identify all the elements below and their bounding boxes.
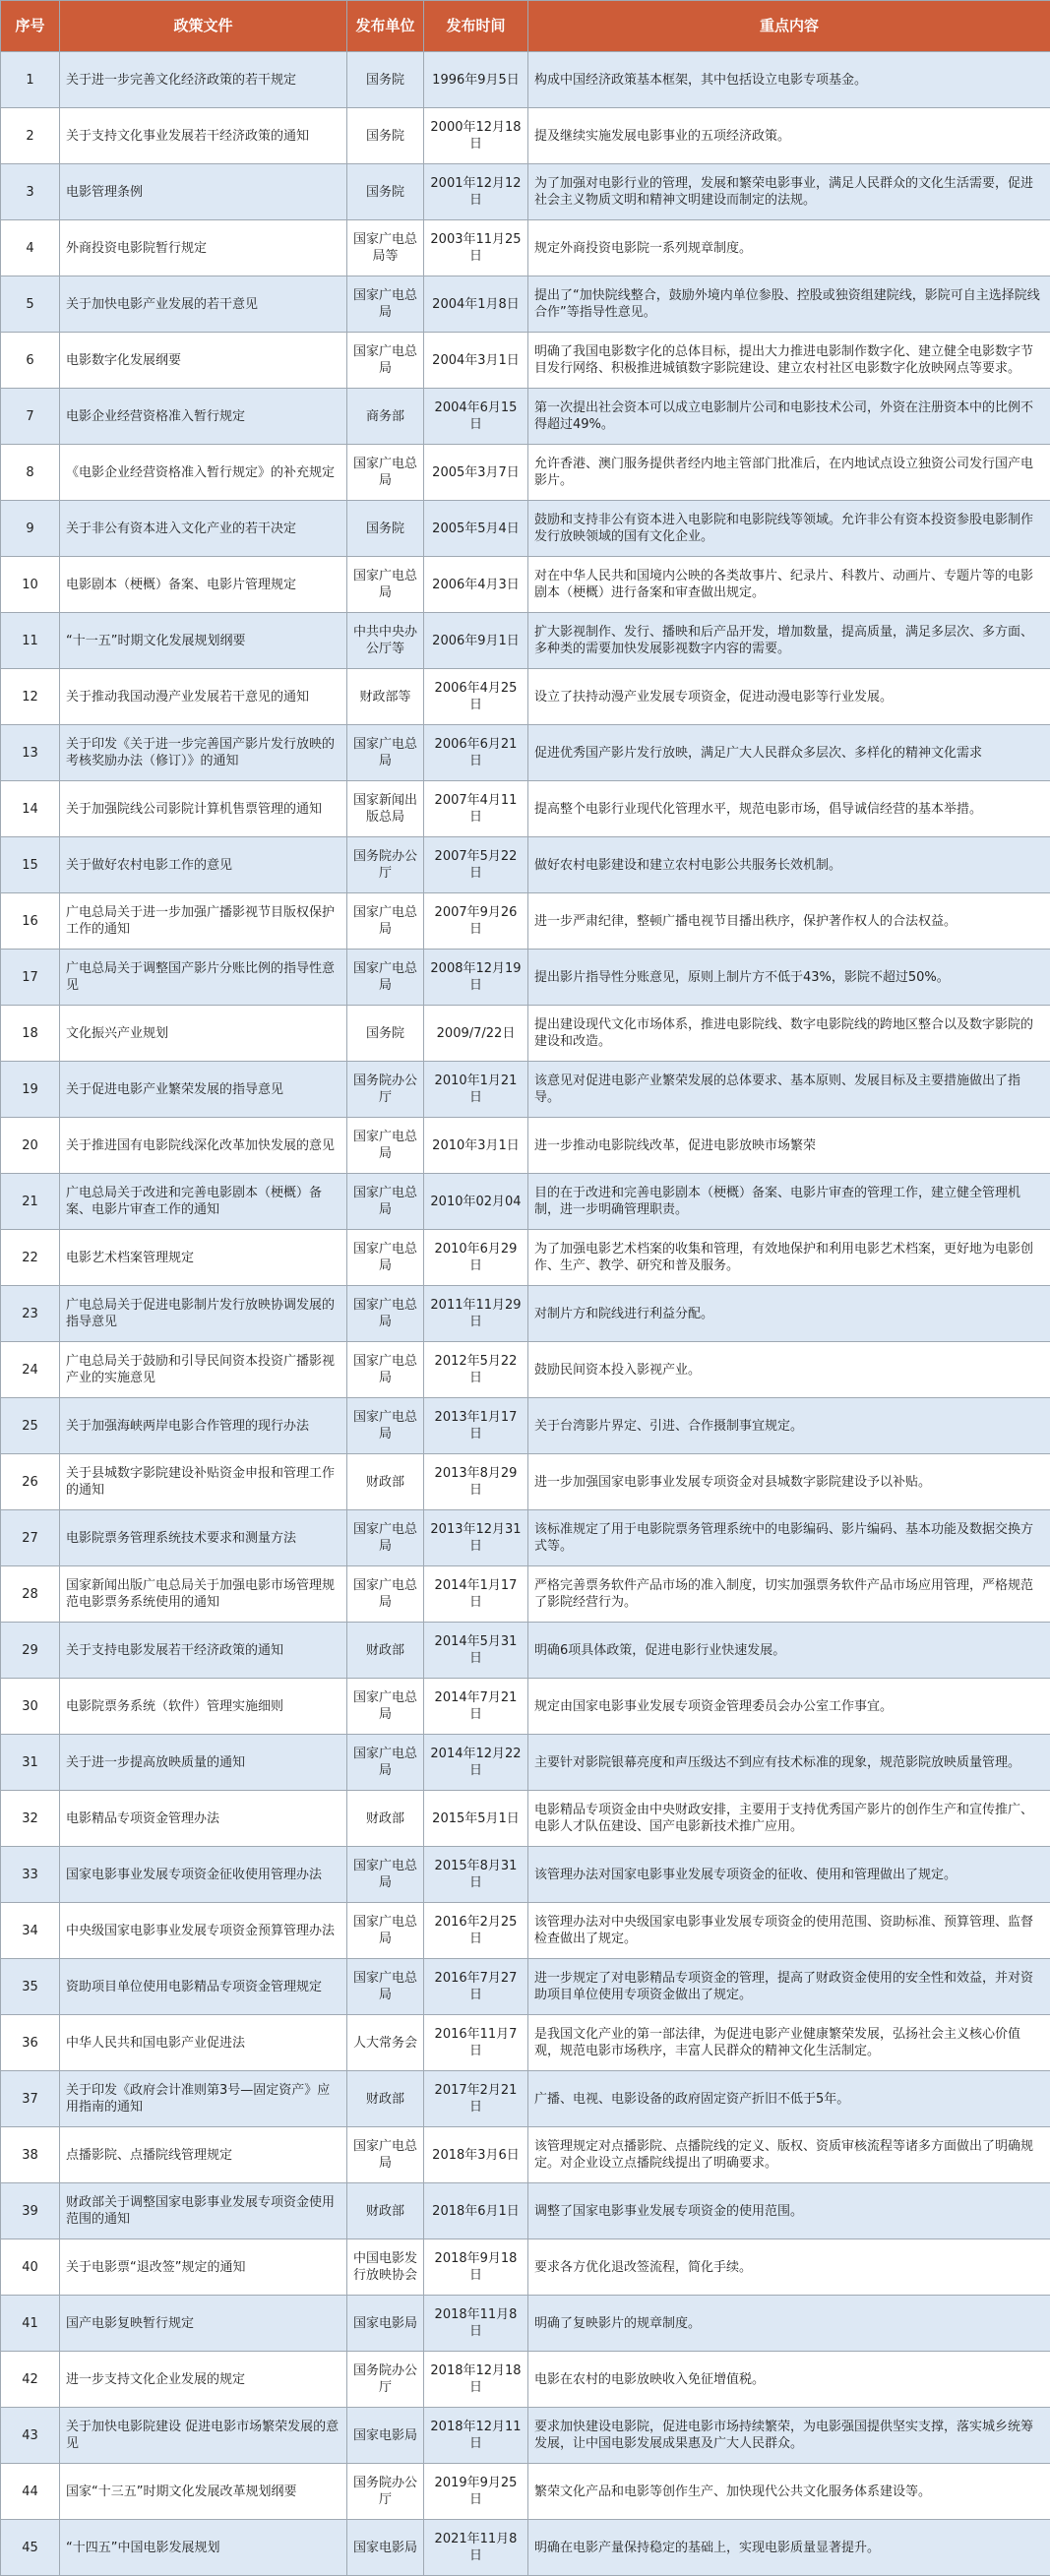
serial-number-cell: 23: [1, 1286, 60, 1342]
table-row: [1, 950, 1050, 1006]
policy-document-cell: 点播影院、点播院线管理规定: [60, 2127, 347, 2183]
release-date-cell: 2016年7月27日: [424, 1959, 528, 2015]
serial-number-cell: 7: [1, 389, 60, 445]
release-date-cell: 2014年5月31日: [424, 1623, 528, 1679]
issuing-unit-cell: 财政部: [347, 1791, 424, 1847]
table-row: [1, 1118, 1050, 1174]
issuing-unit-cell: 中共中央办公厅等: [347, 613, 424, 669]
issuing-unit-cell: 国务院办公厅: [347, 1062, 424, 1118]
issuing-unit-cell: 国务院办公厅: [347, 837, 424, 893]
key-content-cell: 设立了扶持动漫产业发展专项资金，促进动漫电影等行业发展。: [528, 669, 1050, 725]
issuing-unit-cell: 财政部: [347, 2183, 424, 2239]
issuing-unit-cell: 国家广电总局: [347, 1174, 424, 1230]
serial-number-cell: 19: [1, 1062, 60, 1118]
key-content-cell: 电影在农村的电影放映收入免征增值税。: [528, 2352, 1050, 2408]
issuing-unit-cell: 国家广电总局: [347, 893, 424, 950]
policy-document-cell: “十四五”中国电影发展规划: [60, 2520, 347, 2576]
release-date-cell: 2010年1月21日: [424, 1062, 528, 1118]
table-row: [1, 2408, 1050, 2464]
release-date-cell: 2006年9月1日: [424, 613, 528, 669]
key-content-cell: 提高整个电影行业现代化管理水平，规范电影市场，倡导诚信经营的基本举措。: [528, 781, 1050, 837]
release-date-cell: 2003年11月25日: [424, 220, 528, 276]
key-content-cell: 该管理办法对中央级国家电影事业发展专项资金的使用范围、资助标准、预算管理、监督检查做出了规定。: [528, 1903, 1050, 1959]
key-content-cell: 规定由国家电影事业发展专项资金管理委员会办公室工作事宜。: [528, 1679, 1050, 1735]
issuing-unit-cell: 国家广电总局: [347, 950, 424, 1006]
table-row: [1, 2071, 1050, 2127]
issuing-unit-cell: 国务院办公厅: [347, 2464, 424, 2520]
policy-document-cell: 进一步支持文化企业发展的规定: [60, 2352, 347, 2408]
release-date-cell: 2007年9月26日: [424, 893, 528, 950]
serial-number-cell: 39: [1, 2183, 60, 2239]
policy-document-cell: 关于做好农村电影工作的意见: [60, 837, 347, 893]
issuing-unit-cell: 国家广电总局: [347, 1510, 424, 1566]
release-date-cell: 2018年9月18日: [424, 2239, 528, 2296]
release-date-cell: 2019年9月25日: [424, 2464, 528, 2520]
issuing-unit-cell: 国务院: [347, 108, 424, 164]
policy-document-cell: 电影管理条例: [60, 164, 347, 220]
policy-document-cell: 《电影企业经营资格准入暂行规定》的补充规定: [60, 445, 347, 501]
header-release-date: 发布时间: [424, 1, 528, 52]
issuing-unit-cell: 国务院: [347, 1006, 424, 1062]
issuing-unit-cell: 人大常务会: [347, 2015, 424, 2071]
table-row: [1, 1903, 1050, 1959]
policy-document-cell: 关于加快电影产业发展的若干意见: [60, 276, 347, 333]
serial-number-cell: 24: [1, 1342, 60, 1398]
key-content-cell: 为了加强对电影行业的管理，发展和繁荣电影事业，满足人民群众的文化生活需要，促进社会主义物质文明和精神文明建设而制定的法规。: [528, 164, 1050, 220]
policy-document-cell: 中央级国家电影事业发展专项资金预算管理办法: [60, 1903, 347, 1959]
issuing-unit-cell: 国家广电总局: [347, 725, 424, 781]
issuing-unit-cell: 国务院: [347, 501, 424, 557]
issuing-unit-cell: 国家广电总局: [347, 1230, 424, 1286]
policy-document-cell: 国产电影复映暂行规定: [60, 2296, 347, 2352]
issuing-unit-cell: 国家广电总局: [347, 557, 424, 613]
key-content-cell: 电影精品专项资金由中央财政安排，主要用于支持优秀国产影片的创作生产和宣传推广、电影人才队伍建设、国产电影新技术推广应用。: [528, 1791, 1050, 1847]
table-row: [1, 1006, 1050, 1062]
header-serial-number: 序号: [1, 1, 60, 52]
serial-number-cell: 1: [1, 52, 60, 108]
policy-document-cell: 关于加快电影院建设 促进电影市场繁荣发展的意见: [60, 2408, 347, 2464]
table-row: [1, 1454, 1050, 1510]
key-content-cell: 做好农村电影建设和建立农村电影公共服务长效机制。: [528, 837, 1050, 893]
issuing-unit-cell: 国家广电总局等: [347, 220, 424, 276]
release-date-cell: 2005年5月4日: [424, 501, 528, 557]
serial-number-cell: 20: [1, 1118, 60, 1174]
issuing-unit-cell: 国家广电总局: [347, 1286, 424, 1342]
release-date-cell: 2015年8月31日: [424, 1847, 528, 1903]
key-content-cell: 第一次提出社会资本可以成立电影制片公司和电影技术公司，外资在注册资本中的比例不得超过49%。: [528, 389, 1050, 445]
key-content-cell: 提出影片指导性分账意见，原则上制片方不低于43%，影院不超过50%。: [528, 950, 1050, 1006]
key-content-cell: 该标准规定了用于电影院票务管理系统中的电影编码、影片编码、基本功能及数据交换方式等。: [528, 1510, 1050, 1566]
release-date-cell: 2006年4月25日: [424, 669, 528, 725]
serial-number-cell: 36: [1, 2015, 60, 2071]
policy-document-cell: 关于印发《政府会计准则第3号—固定资产》应用指南的通知: [60, 2071, 347, 2127]
issuing-unit-cell: 财政部: [347, 2071, 424, 2127]
release-date-cell: 2014年7月21日: [424, 1679, 528, 1735]
table-row: [1, 557, 1050, 613]
issuing-unit-cell: 财政部: [347, 1623, 424, 1679]
release-date-cell: 2013年1月17日: [424, 1398, 528, 1454]
serial-number-cell: 9: [1, 501, 60, 557]
key-content-cell: 扩大影视制作、发行、播映和后产品开发，增加数量，提高质量，满足多层次、多方面、多种类的需要加快发展影视数字内容的需要。: [528, 613, 1050, 669]
policy-document-cell: 关于促进电影产业繁荣发展的指导意见: [60, 1062, 347, 1118]
release-date-cell: 2004年1月8日: [424, 276, 528, 333]
table-body: [1, 52, 1050, 2576]
serial-number-cell: 35: [1, 1959, 60, 2015]
serial-number-cell: 16: [1, 893, 60, 950]
release-date-cell: 2008年12月19日: [424, 950, 528, 1006]
issuing-unit-cell: 国务院办公厅: [347, 2352, 424, 2408]
key-content-cell: 是我国文化产业的第一部法律，为促进电影产业健康繁荣发展，弘扬社会主义核心价值观，规范电影市场秩序，丰富人民群众的精神文化生活制定。: [528, 2015, 1050, 2071]
table-row: [1, 1062, 1050, 1118]
policy-document-cell: 关于县城数字影院建设补贴资金申报和管理工作的通知: [60, 1454, 347, 1510]
policy-document-cell: 电影院票务管理系统技术要求和测量方法: [60, 1510, 347, 1566]
serial-number-cell: 8: [1, 445, 60, 501]
serial-number-cell: 14: [1, 781, 60, 837]
release-date-cell: 2016年11月7日: [424, 2015, 528, 2071]
release-date-cell: 2004年6月15日: [424, 389, 528, 445]
serial-number-cell: 33: [1, 1847, 60, 1903]
policy-document-cell: 广电总局关于改进和完善电影剧本（梗概）备案、电影片审查工作的通知: [60, 1174, 347, 1230]
release-date-cell: 2018年11月8日: [424, 2296, 528, 2352]
table-header-row: [1, 1, 1050, 52]
policy-document-cell: 关于非公有资本进入文化产业的若干决定: [60, 501, 347, 557]
key-content-cell: 进一步规定了对电影精品专项资金的管理，提高了财政资金使用的安全性和效益，并对资助项目单位使用专项资金做出了规定。: [528, 1959, 1050, 2015]
policy-document-cell: 广电总局关于促进电影制片发行放映协调发展的指导意见: [60, 1286, 347, 1342]
serial-number-cell: 21: [1, 1174, 60, 1230]
issuing-unit-cell: 国家广电总局: [347, 1847, 424, 1903]
serial-number-cell: 3: [1, 164, 60, 220]
key-content-cell: 明确了我国电影数字化的总体目标，提出大力推进电影制作数字化、建立健全电影数字节目发行网络、积极推进城镇数字影院建设、建立农村社区电影数字化放映网点等要求。: [528, 333, 1050, 389]
table-row: [1, 1959, 1050, 2015]
table-row: [1, 333, 1050, 389]
release-date-cell: 2009/7/22日: [424, 1006, 528, 1062]
key-content-cell: 进一步严肃纪律，整顿广播电视节目播出秩序，保护著作权人的合法权益。: [528, 893, 1050, 950]
table-row: [1, 1510, 1050, 1566]
policy-document-cell: 关于进一步提高放映质量的通知: [60, 1735, 347, 1791]
policy-document-cell: 关于推动我国动漫产业发展若干意见的通知: [60, 669, 347, 725]
header-policy-document: 政策文件: [60, 1, 347, 52]
serial-number-cell: 18: [1, 1006, 60, 1062]
key-content-cell: 进一步加强国家电影事业发展专项资金对县城数字影院建设予以补贴。: [528, 1454, 1050, 1510]
issuing-unit-cell: 财政部等: [347, 669, 424, 725]
table-row: [1, 669, 1050, 725]
table-row: [1, 1174, 1050, 1230]
issuing-unit-cell: 国家广电总局: [347, 1959, 424, 2015]
issuing-unit-cell: 国家电影局: [347, 2408, 424, 2464]
serial-number-cell: 45: [1, 2520, 60, 2576]
issuing-unit-cell: 财政部: [347, 1454, 424, 1510]
policy-document-cell: 国家新闻出版广电总局关于加强电影市场管理规范电影票务系统使用的通知: [60, 1566, 347, 1623]
key-content-cell: 要求各方优化退改签流程，简化手续。: [528, 2239, 1050, 2296]
policy-document-cell: 关于推进国有电影院线深化改革加快发展的意见: [60, 1118, 347, 1174]
serial-number-cell: 38: [1, 2127, 60, 2183]
serial-number-cell: 4: [1, 220, 60, 276]
policy-document-cell: 文化振兴产业规划: [60, 1006, 347, 1062]
release-date-cell: 2014年12月22日: [424, 1735, 528, 1791]
policy-document-cell: 广电总局关于鼓励和引导民间资本投资广播影视产业的实施意见: [60, 1342, 347, 1398]
table-row: [1, 725, 1050, 781]
serial-number-cell: 40: [1, 2239, 60, 2296]
serial-number-cell: 30: [1, 1679, 60, 1735]
serial-number-cell: 31: [1, 1735, 60, 1791]
table-row: [1, 1398, 1050, 1454]
table-row: [1, 2127, 1050, 2183]
release-date-cell: 2013年8月29日: [424, 1454, 528, 1510]
issuing-unit-cell: 国家广电总局: [347, 1903, 424, 1959]
serial-number-cell: 6: [1, 333, 60, 389]
release-date-cell: 2017年2月21日: [424, 2071, 528, 2127]
serial-number-cell: 22: [1, 1230, 60, 1286]
release-date-cell: 2018年12月11日: [424, 2408, 528, 2464]
key-content-cell: 主要针对影院银幕亮度和声压级达不到应有技术标准的现象，规范影院放映质量管理。: [528, 1735, 1050, 1791]
serial-number-cell: 11: [1, 613, 60, 669]
serial-number-cell: 27: [1, 1510, 60, 1566]
key-content-cell: 鼓励和支持非公有资本进入电影院和电影院线等领域。允许非公有资本投资参股电影制作发行放映领域的国有文化企业。: [528, 501, 1050, 557]
issuing-unit-cell: 国务院: [347, 164, 424, 220]
key-content-cell: 允许香港、澳门服务提供者经内地主管部门批准后，在内地试点设立独资公司发行国产电影片。: [528, 445, 1050, 501]
table-row: [1, 2015, 1050, 2071]
release-date-cell: 2014年1月17日: [424, 1566, 528, 1623]
header-issuing-unit: 发布单位: [347, 1, 424, 52]
release-date-cell: 2005年3月7日: [424, 445, 528, 501]
serial-number-cell: 32: [1, 1791, 60, 1847]
serial-number-cell: 15: [1, 837, 60, 893]
issuing-unit-cell: 国家广电总局: [347, 276, 424, 333]
key-content-cell: 提及继续实施发展电影事业的五项经济政策。: [528, 108, 1050, 164]
key-content-cell: 繁荣文化产品和电影等创作生产、加快现代公共文化服务体系建设等。: [528, 2464, 1050, 2520]
serial-number-cell: 10: [1, 557, 60, 613]
key-content-cell: 该意见对促进电影产业繁荣发展的总体要求、基本原则、发展目标及主要措施做出了指导。: [528, 1062, 1050, 1118]
key-content-cell: 严格完善票务软件产品市场的准入制度，切实加强票务软件产品市场应用管理，严格规范了影院经营行为。: [528, 1566, 1050, 1623]
policy-document-cell: 电影艺术档案管理规定: [60, 1230, 347, 1286]
table-row: [1, 2520, 1050, 2576]
release-date-cell: 2010年3月1日: [424, 1118, 528, 1174]
policy-document-cell: 中华人民共和国电影产业促进法: [60, 2015, 347, 2071]
release-date-cell: 2010年6月29日: [424, 1230, 528, 1286]
release-date-cell: 2000年12月18日: [424, 108, 528, 164]
release-date-cell: 2006年6月21日: [424, 725, 528, 781]
table-row: [1, 837, 1050, 893]
policy-document-cell: 关于进一步完善文化经济政策的若干规定: [60, 52, 347, 108]
serial-number-cell: 26: [1, 1454, 60, 1510]
serial-number-cell: 2: [1, 108, 60, 164]
release-date-cell: 2015年5月1日: [424, 1791, 528, 1847]
release-date-cell: 2018年3月6日: [424, 2127, 528, 2183]
issuing-unit-cell: 国务院: [347, 52, 424, 108]
table-row: [1, 52, 1050, 108]
policy-document-cell: “十一五”时期文化发展规划纲要: [60, 613, 347, 669]
key-content-cell: 明确在电影产量保持稳定的基础上，实现电影质量显著提升。: [528, 2520, 1050, 2576]
issuing-unit-cell: 国家广电总局: [347, 1566, 424, 1623]
table-row: [1, 2239, 1050, 2296]
key-content-cell: 该管理规定对点播影院、点播院线的定义、版权、资质审核流程等诸多方面做出了明确规定。对企业设立点播院线提出了明确要求。: [528, 2127, 1050, 2183]
table-row: [1, 1791, 1050, 1847]
policy-document-cell: 关于支持电影发展若干经济政策的通知: [60, 1623, 347, 1679]
key-content-cell: 规定外商投资电影院一系列规章制度。: [528, 220, 1050, 276]
issuing-unit-cell: 国家电影局: [347, 2520, 424, 2576]
key-content-cell: 目的在于改进和完善电影剧本（梗概）备案、电影片审查的管理工作，建立健全管理机制，进一步明确管理职责。: [528, 1174, 1050, 1230]
key-content-cell: 明确了复映影片的规章制度。: [528, 2296, 1050, 2352]
key-content-cell: 促进优秀国产影片发行放映，满足广大人民群众多层次、多样化的精神文化需求: [528, 725, 1050, 781]
release-date-cell: 2018年6月1日: [424, 2183, 528, 2239]
policy-document-cell: 外商投资电影院暂行规定: [60, 220, 347, 276]
table-row: [1, 613, 1050, 669]
policy-document-cell: 国家电影事业发展专项资金征收使用管理办法: [60, 1847, 347, 1903]
policy-document-cell: 关于印发《关于进一步完善国产影片发行放映的考核奖励办法（修订）》的通知: [60, 725, 347, 781]
key-content-cell: 为了加强电影艺术档案的收集和管理，有效地保护和利用电影艺术档案，更好地为电影创作、生产、教学、研究和普及服务。: [528, 1230, 1050, 1286]
policy-document-cell: 关于支持文化事业发展若干经济政策的通知: [60, 108, 347, 164]
release-date-cell: 2021年11月8日: [424, 2520, 528, 2576]
table-row: [1, 220, 1050, 276]
release-date-cell: 1996年9月5日: [424, 52, 528, 108]
issuing-unit-cell: 中国电影发行放映协会: [347, 2239, 424, 2296]
key-content-cell: 提出建设现代文化市场体系，推进电影院线、数字电影院线的跨地区整合以及数字影院的建设和改造。: [528, 1006, 1050, 1062]
key-content-cell: 关于台湾影片界定、引进、合作摄制事宜规定。: [528, 1398, 1050, 1454]
key-content-cell: 进一步推动电影院线改革，促进电影放映市场繁荣: [528, 1118, 1050, 1174]
table-row: [1, 1342, 1050, 1398]
table-row: [1, 1286, 1050, 1342]
key-content-cell: 鼓励民间资本投入影视产业。: [528, 1342, 1050, 1398]
issuing-unit-cell: 商务部: [347, 389, 424, 445]
serial-number-cell: 37: [1, 2071, 60, 2127]
table-row: [1, 445, 1050, 501]
issuing-unit-cell: 国家广电总局: [347, 1679, 424, 1735]
key-content-cell: 明确6项具体政策，促进电影行业快速发展。: [528, 1623, 1050, 1679]
table-row: [1, 501, 1050, 557]
header-key-content: 重点内容: [528, 1, 1050, 52]
serial-number-cell: 17: [1, 950, 60, 1006]
release-date-cell: 2016年2月25日: [424, 1903, 528, 1959]
policy-document-cell: 关于电影票“退改签”规定的通知: [60, 2239, 347, 2296]
policy-document-cell: 电影院票务系统（软件）管理实施细则: [60, 1679, 347, 1735]
table-row: [1, 108, 1050, 164]
policy-document-cell: 广电总局关于进一步加强广播影视节目版权保护工作的通知: [60, 893, 347, 950]
serial-number-cell: 28: [1, 1566, 60, 1623]
serial-number-cell: 12: [1, 669, 60, 725]
release-date-cell: 2006年4月3日: [424, 557, 528, 613]
serial-number-cell: 41: [1, 2296, 60, 2352]
key-content-cell: 广播、电视、电影设备的政府固定资产折旧不低于5年。: [528, 2071, 1050, 2127]
release-date-cell: 2013年12月31日: [424, 1510, 528, 1566]
table-row: [1, 1679, 1050, 1735]
key-content-cell: 构成中国经济政策基本框架，其中包括设立电影专项基金。: [528, 52, 1050, 108]
release-date-cell: 2010年02月04: [424, 1174, 528, 1230]
issuing-unit-cell: 国家广电总局: [347, 1398, 424, 1454]
policy-document-cell: 财政部关于调整国家电影事业发展专项资金使用范围的通知: [60, 2183, 347, 2239]
issuing-unit-cell: 国家广电总局: [347, 1118, 424, 1174]
policy-document-cell: 电影数字化发展纲要: [60, 333, 347, 389]
issuing-unit-cell: 国家广电总局: [347, 445, 424, 501]
serial-number-cell: 44: [1, 2464, 60, 2520]
serial-number-cell: 13: [1, 725, 60, 781]
release-date-cell: 2007年4月11日: [424, 781, 528, 837]
table-row: [1, 2183, 1050, 2239]
table-row: [1, 1566, 1050, 1623]
serial-number-cell: 42: [1, 2352, 60, 2408]
policy-document-cell: 电影企业经营资格准入暂行规定: [60, 389, 347, 445]
policy-document-cell: 关于加强院线公司影院计算机售票管理的通知: [60, 781, 347, 837]
issuing-unit-cell: 国家广电总局: [347, 1342, 424, 1398]
policy-document-cell: 国家“十三五”时期文化发展改革规划纲要: [60, 2464, 347, 2520]
key-content-cell: 要求加快建设电影院，促进电影市场持续繁荣，为电影强国提供坚实支撑，落实城乡统筹发展，让中国电影发展成果惠及广大人民群众。: [528, 2408, 1050, 2464]
policy-document-cell: 电影精品专项资金管理办法: [60, 1791, 347, 1847]
policy-document-cell: 电影剧本（梗概）备案、电影片管理规定: [60, 557, 347, 613]
serial-number-cell: 5: [1, 276, 60, 333]
table-row: [1, 2464, 1050, 2520]
table-row: [1, 1623, 1050, 1679]
table-row: [1, 1230, 1050, 1286]
key-content-cell: 对制片方和院线进行利益分配。: [528, 1286, 1050, 1342]
table-row: [1, 276, 1050, 333]
table-row: [1, 1847, 1050, 1903]
serial-number-cell: 29: [1, 1623, 60, 1679]
table-row: [1, 389, 1050, 445]
issuing-unit-cell: 国家广电总局: [347, 1735, 424, 1791]
release-date-cell: 2011年11月29日: [424, 1286, 528, 1342]
release-date-cell: 2012年5月22日: [424, 1342, 528, 1398]
serial-number-cell: 34: [1, 1903, 60, 1959]
policy-document-cell: 资助项目单位使用电影精品专项资金管理规定: [60, 1959, 347, 2015]
policy-document-cell: 广电总局关于调整国产影片分账比例的指导性意见: [60, 950, 347, 1006]
serial-number-cell: 43: [1, 2408, 60, 2464]
table-row: [1, 164, 1050, 220]
table-row: [1, 781, 1050, 837]
issuing-unit-cell: 国家电影局: [347, 2296, 424, 2352]
policy-document-cell: 关于加强海峡两岸电影合作管理的现行办法: [60, 1398, 347, 1454]
table-row: [1, 2352, 1050, 2408]
issuing-unit-cell: 国家广电总局: [347, 2127, 424, 2183]
key-content-cell: 该管理办法对国家电影事业发展专项资金的征收、使用和管理做出了规定。: [528, 1847, 1050, 1903]
release-date-cell: 2007年5月22日: [424, 837, 528, 893]
key-content-cell: 对在中华人民共和国境内公映的各类故事片、纪录片、科教片、动画片、专题片等的电影剧本（梗概）进行备案和审查做出规定。: [528, 557, 1050, 613]
key-content-cell: 调整了国家电影事业发展专项资金的使用范围。: [528, 2183, 1050, 2239]
table-row: [1, 2296, 1050, 2352]
table-row: [1, 1735, 1050, 1791]
key-content-cell: 提出了“加快院线整合，鼓励外境内单位参股、控股或独资组建院线，影院可自主选择院线合作”等指导性意见。: [528, 276, 1050, 333]
release-date-cell: 2001年12月12日: [424, 164, 528, 220]
table-row: [1, 893, 1050, 950]
release-date-cell: 2018年12月18日: [424, 2352, 528, 2408]
serial-number-cell: 25: [1, 1398, 60, 1454]
release-date-cell: 2004年3月1日: [424, 333, 528, 389]
issuing-unit-cell: 国家新闻出版总局: [347, 781, 424, 837]
issuing-unit-cell: 国家广电总局: [347, 333, 424, 389]
